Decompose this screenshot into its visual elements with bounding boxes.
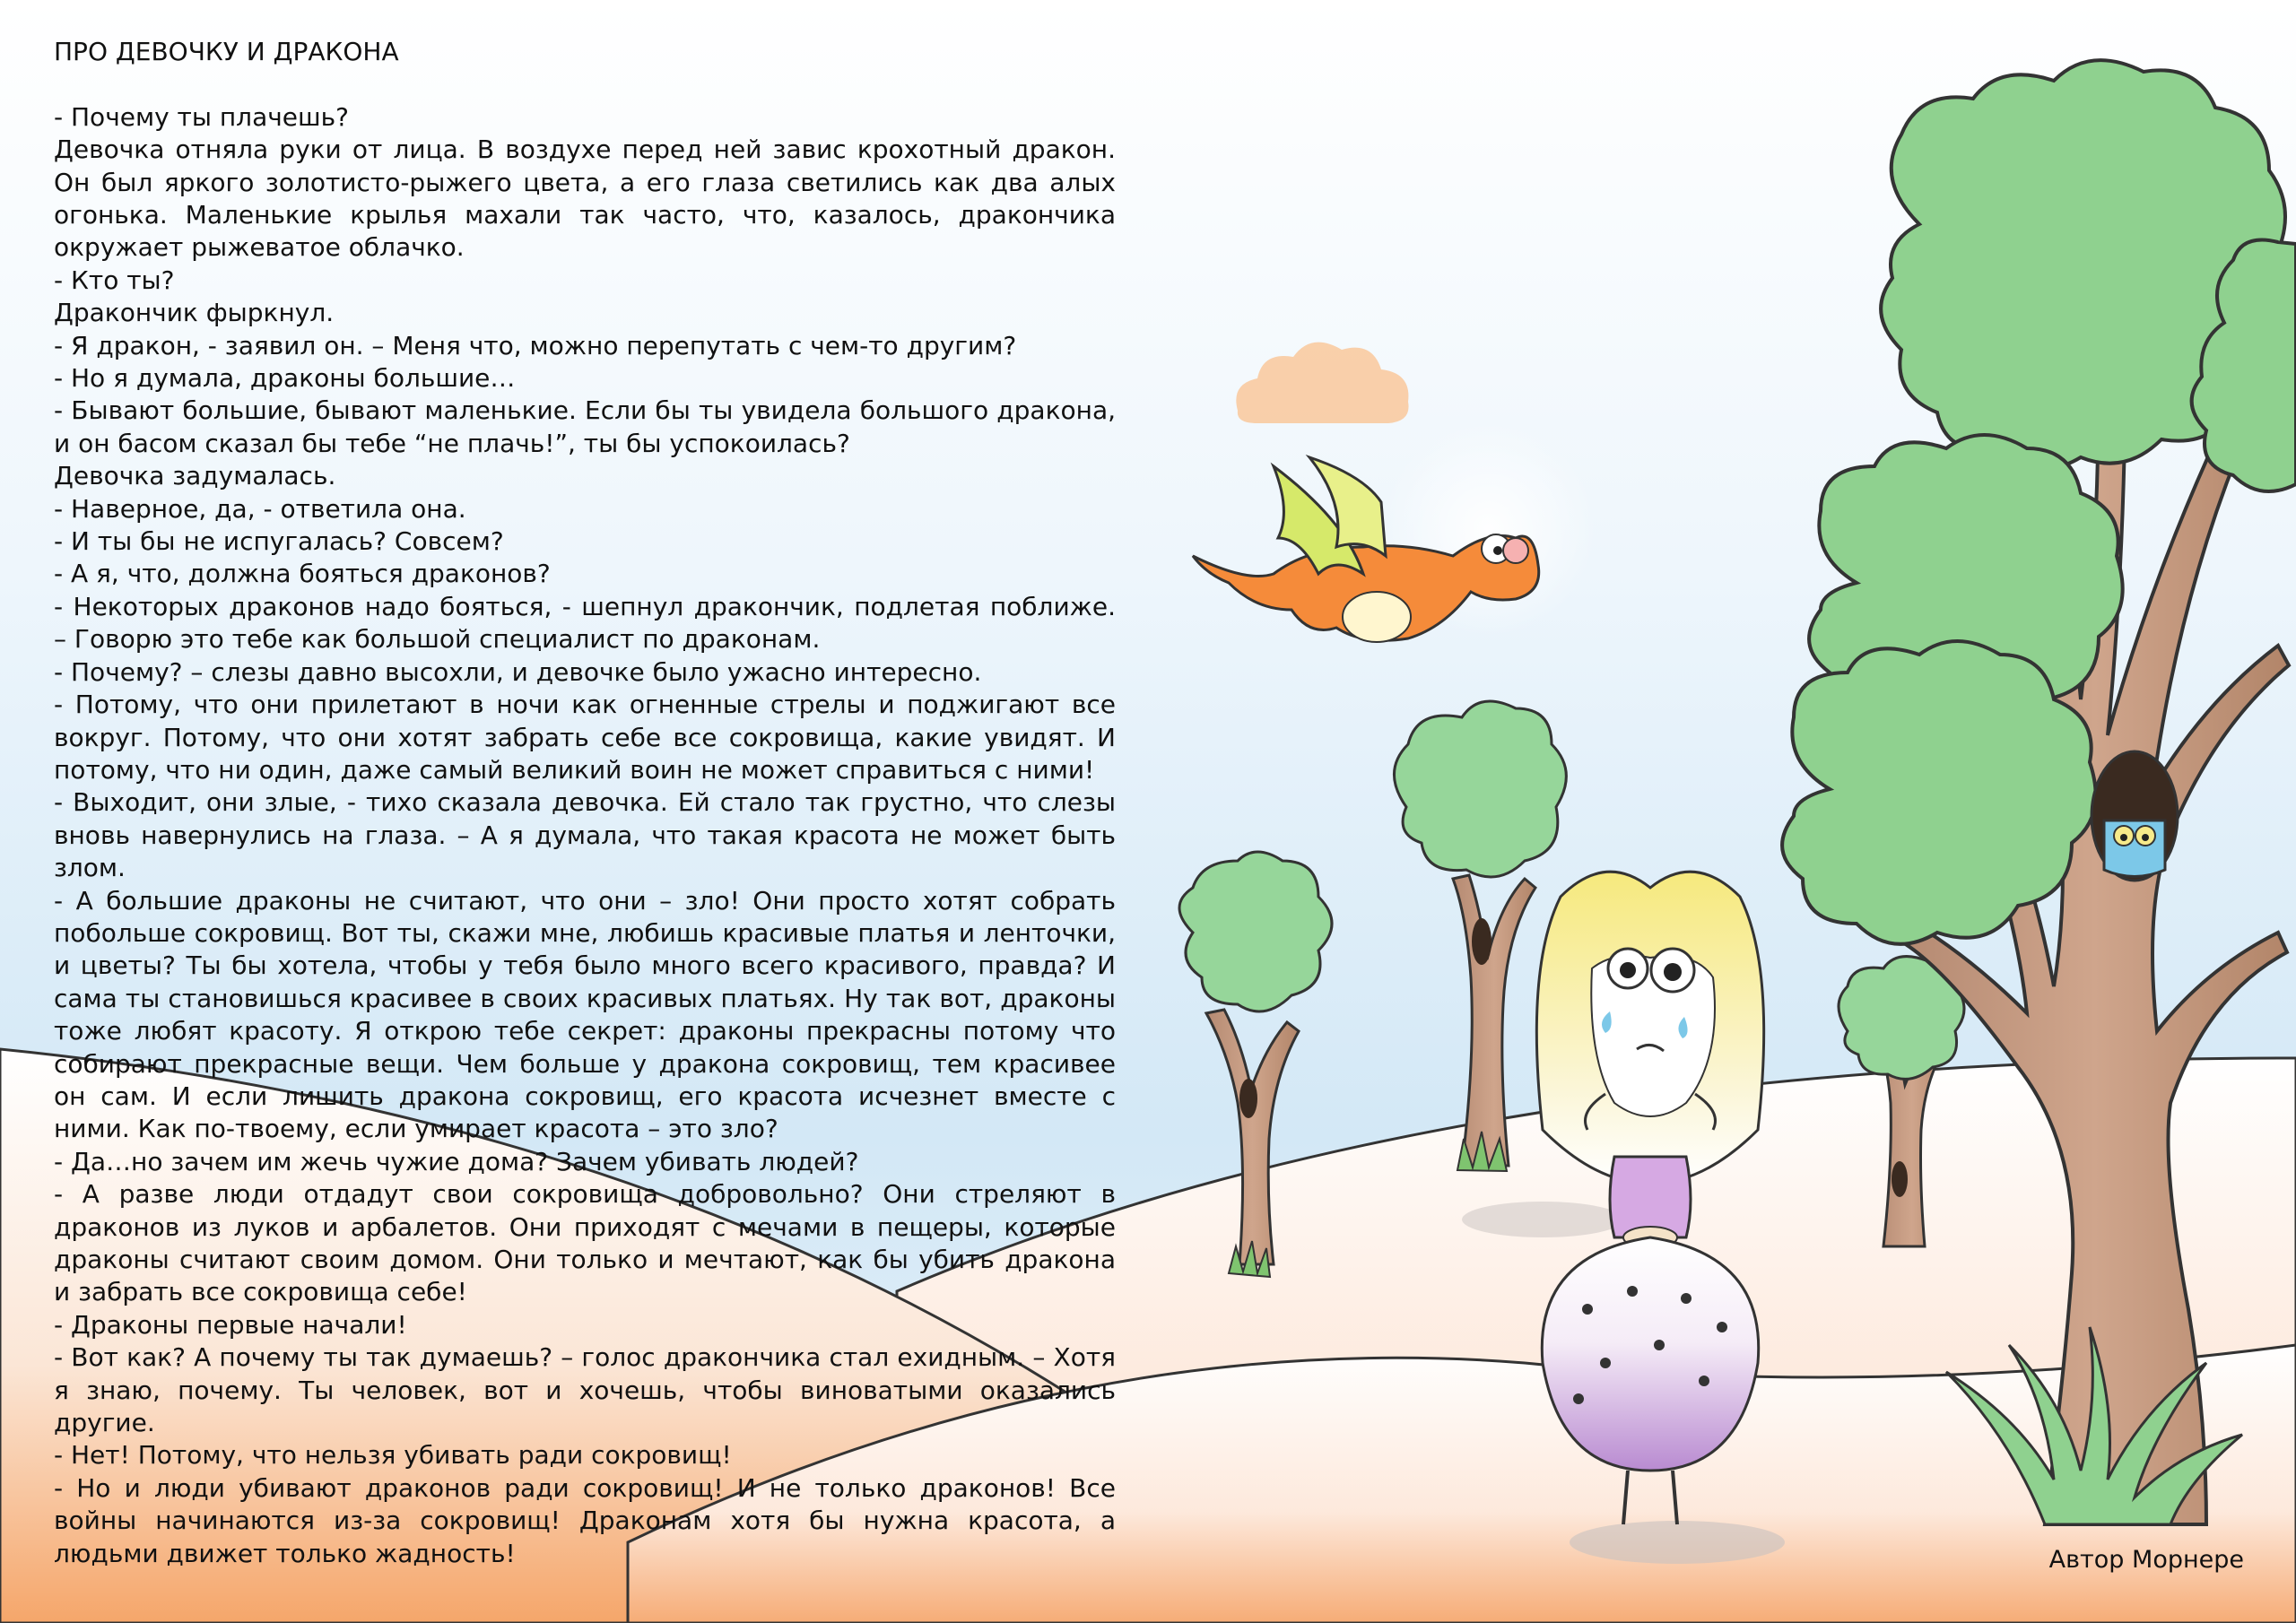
story-paragraph: - Выходит, они злые, - тихо сказала девочка. Ей стало так грустно, что слезы вновь навернулись на глаза. – А я думала, что такая красота не может быть злом. — [54, 787, 1116, 883]
author-credit: Автор Морнере — [2048, 1546, 2244, 1574]
story-paragraph: - Потому, что они прилетают в ночи как огненные стрелы и поджигают все вокруг. Потому, что они хотят забрать себе все сокровища, какие увидят. И потому, что ни один, даже самый великий воин не может справиться с ними! — [54, 690, 1116, 785]
story-paragraph: - Но и люди убивают драконов ради сокровищ! И не только драконов! Все войны начинаются из-за сокровищ! Драконам хотя бы нужна красота, а людьми движет только жадность! — [54, 1472, 1116, 1568]
story-paragraph: Девочка отняла руки от лица. В воздухе перед ней завис крохотный дракон. Он был яркого золотисто-рыжего цвета, а его глаза светились как два алых огонька. Маленькие крылья махали так часто, что, казалось, дракончика окружает рыжеватое облачко. — [54, 135, 1116, 263]
story-paragraph: - Почему ты плачешь? — [54, 101, 349, 132]
story-paragraph: - Бывают большие, бывают маленькие. Если бы ты увидела большого дракона, и он басом сказал бы тебе “не плачь!”, ты бы успокоилась? — [54, 395, 1116, 458]
story-paragraph: - И ты бы не испугалась? Совсем? — [54, 526, 504, 557]
story-title: ПРО ДЕВОЧКУ И ДРАКОНА — [54, 37, 399, 66]
story-paragraph: - Наверное, да, - ответила она. — [54, 493, 466, 524]
tree-shadow — [1462, 1202, 1623, 1237]
owl-icon — [2104, 820, 2165, 877]
story-paragraph: - Почему? – слезы давно высохли, и девочке было ужасно интересно. — [54, 656, 982, 687]
story-text — [54, 36, 1116, 1570]
story-paragraph: - А я, что, должна бояться драконов? — [54, 559, 551, 589]
story-paragraph: - Кто ты? — [54, 265, 175, 295]
story-paragraph: Дракончик фыркнул. — [54, 298, 335, 328]
story-paragraph: - А разве люди отдадут свои сокровища добровольно? Они стреляют в драконов из луков и арбалетов. Они приходят с мечами в пещеры, которые драконы считают своим домом. Они только и мечтают, как бы убить дракона и забрать все сокровища себе! — [54, 1179, 1116, 1307]
story-paragraph: - Вот как? А почему ты так думаешь? – голос дракончика стал ехидным. – Хотя я знаю, почему. Ты человек, вот и хочешь, чтобы виноватыми оказались другие. — [54, 1342, 1116, 1438]
story-paragraph: - А большие драконы не считают, что они – зло! Они просто хотят собрать побольше сокровищ. Вот ты, скажи мне, любишь красивые платья и ленточки, и цветы? Ты бы хотела, чтобы у тебя было много всего красивого, правда? И сама ты становишься красивее в своих красивых платьях. Ну так вот, драконы тоже любят красоту. Я открою тебе секрет: драконы прекрасны потому что собирают прекрасные вещи. Чем больше у дракона сокровищ, тем красивее он сам. И если лишить дракона сокровищ, его красота исчезнет вместе с ними. Как по-твоему, если умирает красота – это зло? — [54, 885, 1116, 1144]
story-paragraph: - Нет! Потому, что нельзя убивать ради сокровищ! — [54, 1440, 732, 1471]
story-paragraph: - Некоторых драконов надо бояться, - шепнул дракончик, подлетая поближе. – Говорю это тебе как большой специалист по драконам. — [54, 591, 1116, 655]
story-paragraph: - Но я думала, драконы большие… — [54, 363, 516, 394]
story-paragraph: Девочка задумалась. — [54, 461, 336, 491]
story-paragraph: - Я дракон, - заявил он. – Меня что, можно перепутать с чем-то другим? — [54, 330, 1017, 360]
girl-shadow — [1570, 1521, 1785, 1564]
story-paragraph: - Драконы первые начали! — [54, 1309, 407, 1340]
story-paragraph: - Да…но зачем им жечь чужие дома? Зачем убивать людей? — [54, 1146, 859, 1176]
